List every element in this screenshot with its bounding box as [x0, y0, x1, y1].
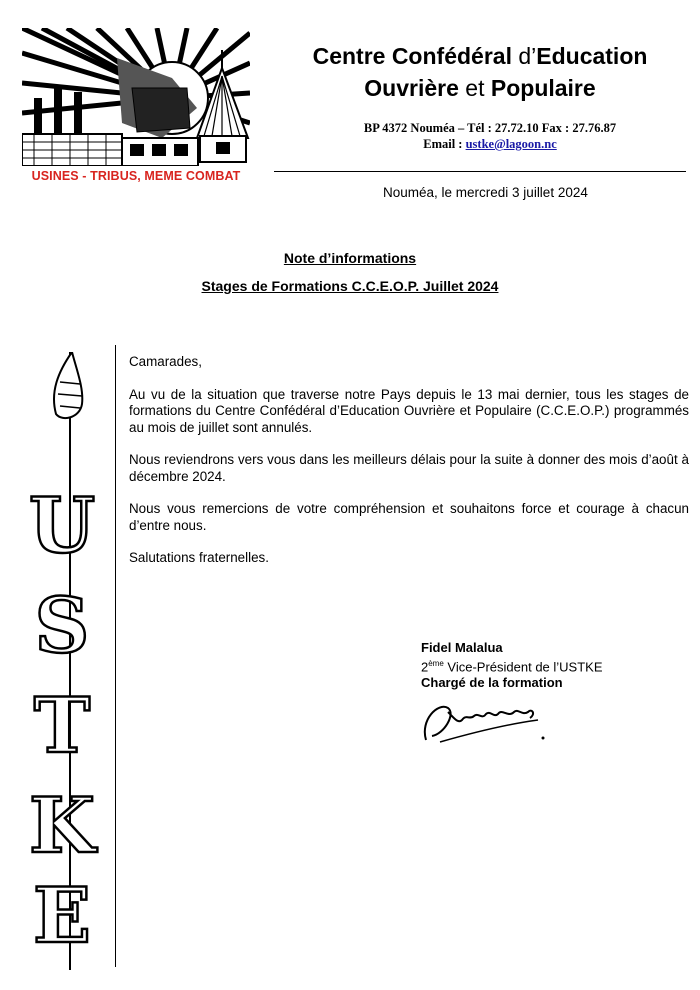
paragraph-2: Nous reviendrons vers vous dans les meilleurs délais pour la suite à donner des mois d’août à décembre 2024.	[129, 452, 689, 484]
logo-caption: USINES - TRIBUS, MEME COMBAT	[31, 169, 241, 183]
letter-body	[129, 354, 689, 583]
margin-rule	[115, 345, 116, 967]
paragraph-3: Nous vous remercions de votre compréhension et souhaitons force et courage à chacun d’entre nous.	[129, 501, 689, 533]
header-divider	[274, 171, 686, 172]
note-title: Note d’informations	[283, 250, 417, 266]
closing: Salutations fraternelles.	[129, 550, 269, 565]
ustke-side-emblem	[10, 352, 114, 970]
greeting: Camarades,	[129, 354, 202, 369]
email-label: Email :	[423, 137, 463, 151]
contact-info	[320, 120, 660, 152]
signatory-name: Fidel Malalua	[421, 640, 503, 655]
email-link[interactable]: ustke@lagoon.nc	[465, 137, 557, 151]
side-letter-e: E	[33, 871, 91, 960]
paragraph-1: Au vu de la situation que traverse notre Pays depuis le 13 mai dernier, tous les stages de formations du Centre Confédéral d’Education Ouvrière et Populaire (C.C.E.O.P.) programmés au mois de juillet sont annulés.	[129, 386, 689, 435]
side-letter-k: K	[28, 781, 96, 870]
note-subtitle: Stages de Formations C.C.E.O.P. Juillet 2024	[201, 278, 499, 294]
handwritten-signature	[418, 690, 553, 750]
side-letter-u: U	[28, 481, 96, 570]
email-line	[320, 136, 660, 152]
organisation-title	[270, 40, 690, 104]
logo-illustration	[22, 28, 250, 166]
signature-block	[421, 640, 603, 691]
signatory-charge: Chargé de la formation	[421, 675, 563, 691]
signatory-role: 2ème Vice-Président de l’USTKE	[421, 659, 603, 675]
contact-line: BP 4372 Nouméa – Tél : 27.72.10 Fax : 27.76.87	[363, 121, 617, 135]
org-title-line-1: Centre Confédéral d’Education	[312, 43, 648, 69]
side-letter-t: T	[33, 681, 91, 770]
side-letter-s: S	[34, 581, 90, 670]
date-line: Nouméa, le mercredi 3 juillet 2024	[383, 185, 588, 200]
org-title-line-2: Ouvrière et Populaire	[364, 75, 596, 101]
ustke-logo	[22, 28, 250, 192]
